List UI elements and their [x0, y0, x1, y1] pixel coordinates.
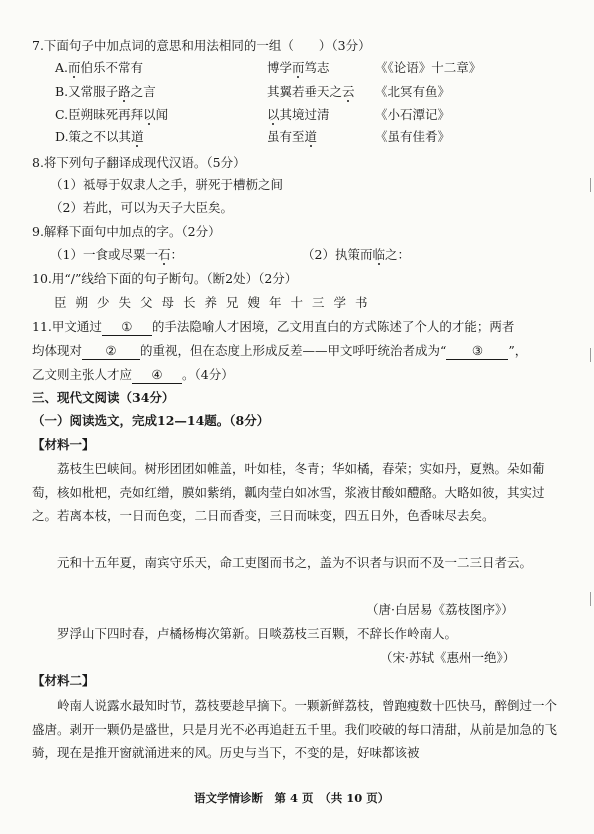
q10-sentence: 臣朔少失父母长养兄嫂年十三学书 [54, 295, 377, 310]
binding-mark [590, 178, 591, 192]
q7-stem: 7.下面句子中加点词的意思和用法相同的一组（ ）（3分） [32, 38, 371, 53]
q9-item-1: （1）一食或尽粟一石： [50, 247, 183, 262]
q9-stem: 9.解释下面句中加点的字。（2分） [32, 224, 221, 239]
answer-blank-1: ① [102, 319, 152, 336]
material-1-citation-1: （唐·白居易《荔枝图序》） [366, 602, 514, 617]
q11-line-1: 11.甲文通过 ① 的手法隐喻人才困境，乙文用直白的方式陈述了个人的才能；两者 [32, 319, 515, 334]
material-1-poem: 罗浮山下四时春，卢橘杨梅次第新。日啖荔枝三百颗，不辞长作岭南人。 [57, 626, 458, 641]
q11-line-2: 均体现对 ② 的重视，但在态度上形成反差——甲文呼吁统治者成为“ ③ ”， [32, 343, 528, 358]
material-1-paragraph-1: 荔枝生巴峡间。树形团团如帷盖，叶如桂，冬青；华如橘，春荣；实如丹，夏熟。朵如葡萄，核如枇杷，壳如红缯，膜如紫绡，瓤肉莹白如冰雪，浆液甘酸如醴酪。大略如彼，其实过之。若离本枝，一日而色变，二日而香变，三日而味变，四五日外，色香味尽去矣。 [32, 461, 545, 523]
material-2-paragraph: 岭南人说露水最知时节，荔枝要趁早摘下。一颗新鲜荔枝，曾跑瘦数十匹快马，醉倒过一个盛唐。剥开一颗仍是盛世，只是月光不必再追赶五千里。我们咬破的每口清甜，从前是加急的飞骑，现在是推开窗就涌进来的风。历史与当下，不变的是，好味都该被 [32, 698, 558, 760]
q7-source-c: 《小石潭记》 [375, 107, 451, 122]
q9-item-2: （2）执策而临之： [302, 247, 410, 262]
q8-stem: 8.将下列句子翻译成现代汉语。（5分） [32, 155, 246, 170]
material-1-label: 【材料一】 [32, 437, 95, 452]
answer-blank-3: ③ [446, 343, 508, 360]
q8-item-1: （1）祗辱于奴隶人之手，骈死于槽枥之间 [50, 177, 283, 192]
q7-source-d: 《虽有佳肴》 [375, 129, 451, 144]
subsection-title: （一）阅读选文，完成12—14题。（8分） [32, 413, 270, 428]
material-1-paragraph-2: 元和十五年夏，南宾守乐天，命工吏图而书之，盖为不识者与识而不及一二三日者云。 [57, 555, 533, 570]
exam-page: 7.下面句子中加点词的意思和用法相同的一组（ ）（3分） A.而伯乐不常有 博学而笃志 《《论语》十二章》 B.又常服子路之言 其翼若垂天之云 《北冥有鱼》 C.臣朔昧死再拜以闻 以其境过清 《小石潭记》 D.策之不以其道 虽有至道 《虽有佳肴》 8.将下列句子翻译成现代汉语。（5分） （1）祗辱于奴隶人之手，骈死于槽枥之间 （2）若此，可以为天子大臣矣。 9.解释下面句中加点的字。（2分） （1）一食或尽粟一石： （2）执策而临之： 10.用“/”线给下面的句子断句。（断2处）（2分） 臣朔少失父母长养兄嫂年十三学书 11.甲文通过 ① 的手法隐喻人才困境，乙文用直白的方式陈述了个人的才能；两者 均体现对 ② 的重视，但在态度上形成反差——甲文呼吁统治者成为“ ③ ”， 乙文则主张人才应 ④ 。（4分） 三、现代文阅读（34分） （一）阅读选文，完成12—14题。（8分） 【材料一】 荔枝生巴峡间。树形团团如帷盖，叶如桂，冬青；华如橘，春荣；实如丹，夏熟。朵如葡萄，核如枇杷，壳如红缯，膜如紫绡，瓤肉莹白如冰雪，浆液甘酸如醴酪。大略如彼，其实过之。若离本枝，一日而色变，二日而香变，三日而味变，四五日外，色香味尽去矣。 元和十五年夏，南宾守乐天，命工吏图而书之，盖为不识者与识而不及一二三日者云。 （唐·白居易《荔枝图序》） 罗浮山下四时春，卢橘杨梅次第新。日啖荔枝三百颗，不辞长作岭南人。 （宋·苏轼《惠州一绝》） 【材料二】 岭南人说露水最知时节，荔枝要趁早摘下。一颗新鲜荔枝，曾跑瘦数十匹快马，醉倒过一个盛唐。剥开一颗仍是盛世，只是月光不必再追赶五千里。我们咬破的每口清甜，从前是加急的飞骑，现在是推开窗就涌进来的风。历史与当下，不变的是，好味都该被 语文学情诊断 第 4 页 （共 10 页） [0, 0, 594, 834]
binding-mark [590, 348, 591, 362]
q7-source-b: 《北冥有鱼》 [375, 84, 451, 99]
section-title: 三、现代文阅读（34分） [32, 390, 175, 405]
answer-blank-4: ④ [132, 367, 182, 384]
material-2-label: 【材料二】 [32, 673, 95, 688]
material-1-citation-2: （宋·苏轼《惠州一绝》） [380, 650, 516, 665]
q7-source-a: 《《论语》十二章》 [375, 60, 482, 75]
page-footer: 语文学情诊断 第 4 页 （共 10 页） [194, 791, 390, 805]
q8-item-2: （2）若此，可以为天子大臣矣。 [50, 200, 233, 215]
q11-line-3: 乙文则主张人才应 ④ 。（4分） [32, 367, 234, 382]
answer-blank-2: ② [82, 343, 140, 360]
q10-stem: 10.用“/”线给下面的句子断句。（断2处）（2分） [32, 271, 298, 286]
binding-mark [590, 592, 591, 606]
